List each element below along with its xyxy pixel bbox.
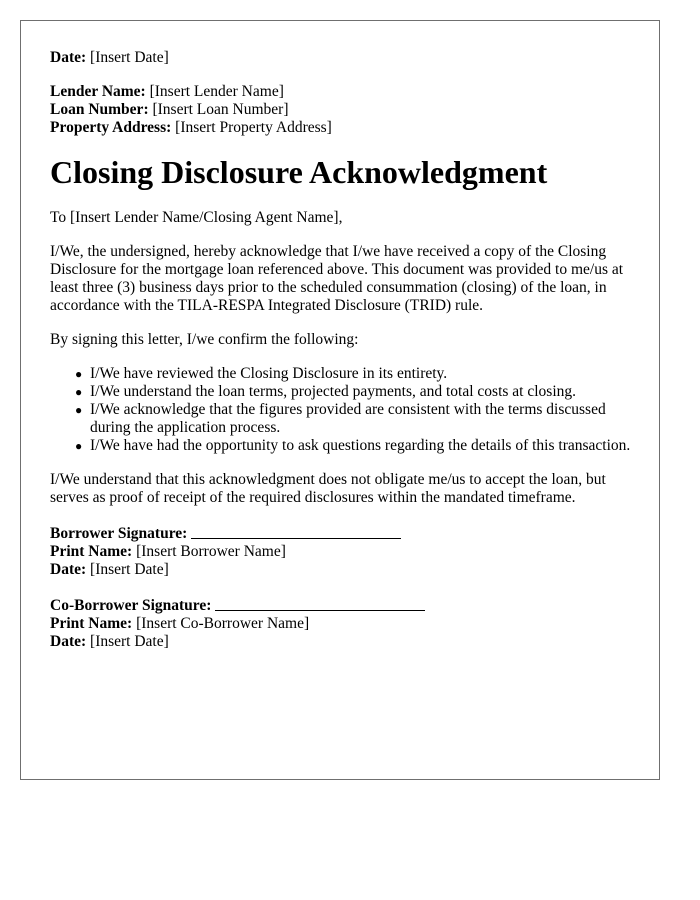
borrower-print-label: Print Name: xyxy=(50,543,133,560)
loan-number-value: [Insert Loan Number] xyxy=(152,101,289,118)
coborrower-signature-label: Co-Borrower Signature: xyxy=(50,597,212,614)
borrower-signature-block xyxy=(50,523,640,579)
borrower-date-value: [Insert Date] xyxy=(90,561,169,578)
date-line xyxy=(50,49,640,67)
list-item-text: I/We have reviewed the Closing Disclosure in its entirety. xyxy=(90,365,448,382)
bullet-icon: ● xyxy=(75,367,83,381)
coborrower-signature-line xyxy=(50,595,640,615)
list-item-text: I/We acknowledge that the figures provided are consistent with the terms discussed during the application process. xyxy=(90,401,606,436)
list-item xyxy=(75,437,640,455)
list-item xyxy=(75,401,640,437)
borrower-print-line xyxy=(50,543,640,561)
borrower-signature-label: Borrower Signature: xyxy=(50,525,188,542)
borrower-date-label: Date: xyxy=(50,561,87,578)
lender-label: Lender Name: xyxy=(50,83,146,100)
property-address-line xyxy=(50,119,640,137)
borrower-signature-field[interactable] xyxy=(191,524,401,539)
list-item-text: I/We understand the loan terms, projected payments, and total costs at closing. xyxy=(90,383,577,400)
coborrower-signature-block xyxy=(50,595,640,651)
bullet-icon: ● xyxy=(75,403,83,417)
borrower-signature-line xyxy=(50,523,640,543)
list-item-text: I/We have had the opportunity to ask questions regarding the details of this transaction. xyxy=(90,437,631,454)
loan-number-line xyxy=(50,101,640,119)
bullet-icon: ● xyxy=(75,385,83,399)
salutation: To [Insert Lender Name/Closing Agent Name], xyxy=(50,209,343,226)
date-value: [Insert Date] xyxy=(90,49,169,66)
coborrower-date-value: [Insert Date] xyxy=(90,633,169,650)
bullet-icon: ● xyxy=(75,439,83,453)
coborrower-print-label: Print Name: xyxy=(50,615,133,632)
lender-value: [Insert Lender Name] xyxy=(149,83,284,100)
closing-paragraph: I/We understand that this acknowledgment does not obligate me/us to accept the loan, but serves as proof of receipt of the required disclosures within the mandated timeframe. xyxy=(50,471,606,506)
letter-page xyxy=(20,20,660,780)
confirmation-list xyxy=(50,365,640,455)
confirmation-intro: By signing this letter, I/we confirm the following: xyxy=(50,331,359,348)
list-item xyxy=(75,383,640,401)
loan-info-block xyxy=(50,83,640,137)
acknowledgment-paragraph: I/We, the undersigned, hereby acknowledge that I/we have received a copy of the Closing Disclosure for the mortgage loan referenced above. This document was provided to me/us at least three (3) business days prior to the scheduled consummation (closing) of the loan, in accordance with the TILA-RESPA Integrated Disclosure (TRID) rule. xyxy=(50,243,624,314)
date-label: Date: xyxy=(50,49,87,66)
document-title: Closing Disclosure Acknowledgment xyxy=(50,154,548,190)
coborrower-print-value: [Insert Co-Borrower Name] xyxy=(136,615,310,632)
property-address-label: Property Address: xyxy=(50,119,172,136)
loan-number-label: Loan Number: xyxy=(50,101,149,118)
coborrower-date-line xyxy=(50,633,640,651)
property-address-value: [Insert Property Address] xyxy=(175,119,332,136)
list-item xyxy=(75,365,640,383)
coborrower-print-line xyxy=(50,615,640,633)
coborrower-signature-field[interactable] xyxy=(215,596,425,611)
coborrower-date-label: Date: xyxy=(50,633,87,650)
letter-content xyxy=(50,49,640,651)
lender-line xyxy=(50,83,640,101)
borrower-date-line xyxy=(50,561,640,579)
borrower-print-value: [Insert Borrower Name] xyxy=(136,543,286,560)
